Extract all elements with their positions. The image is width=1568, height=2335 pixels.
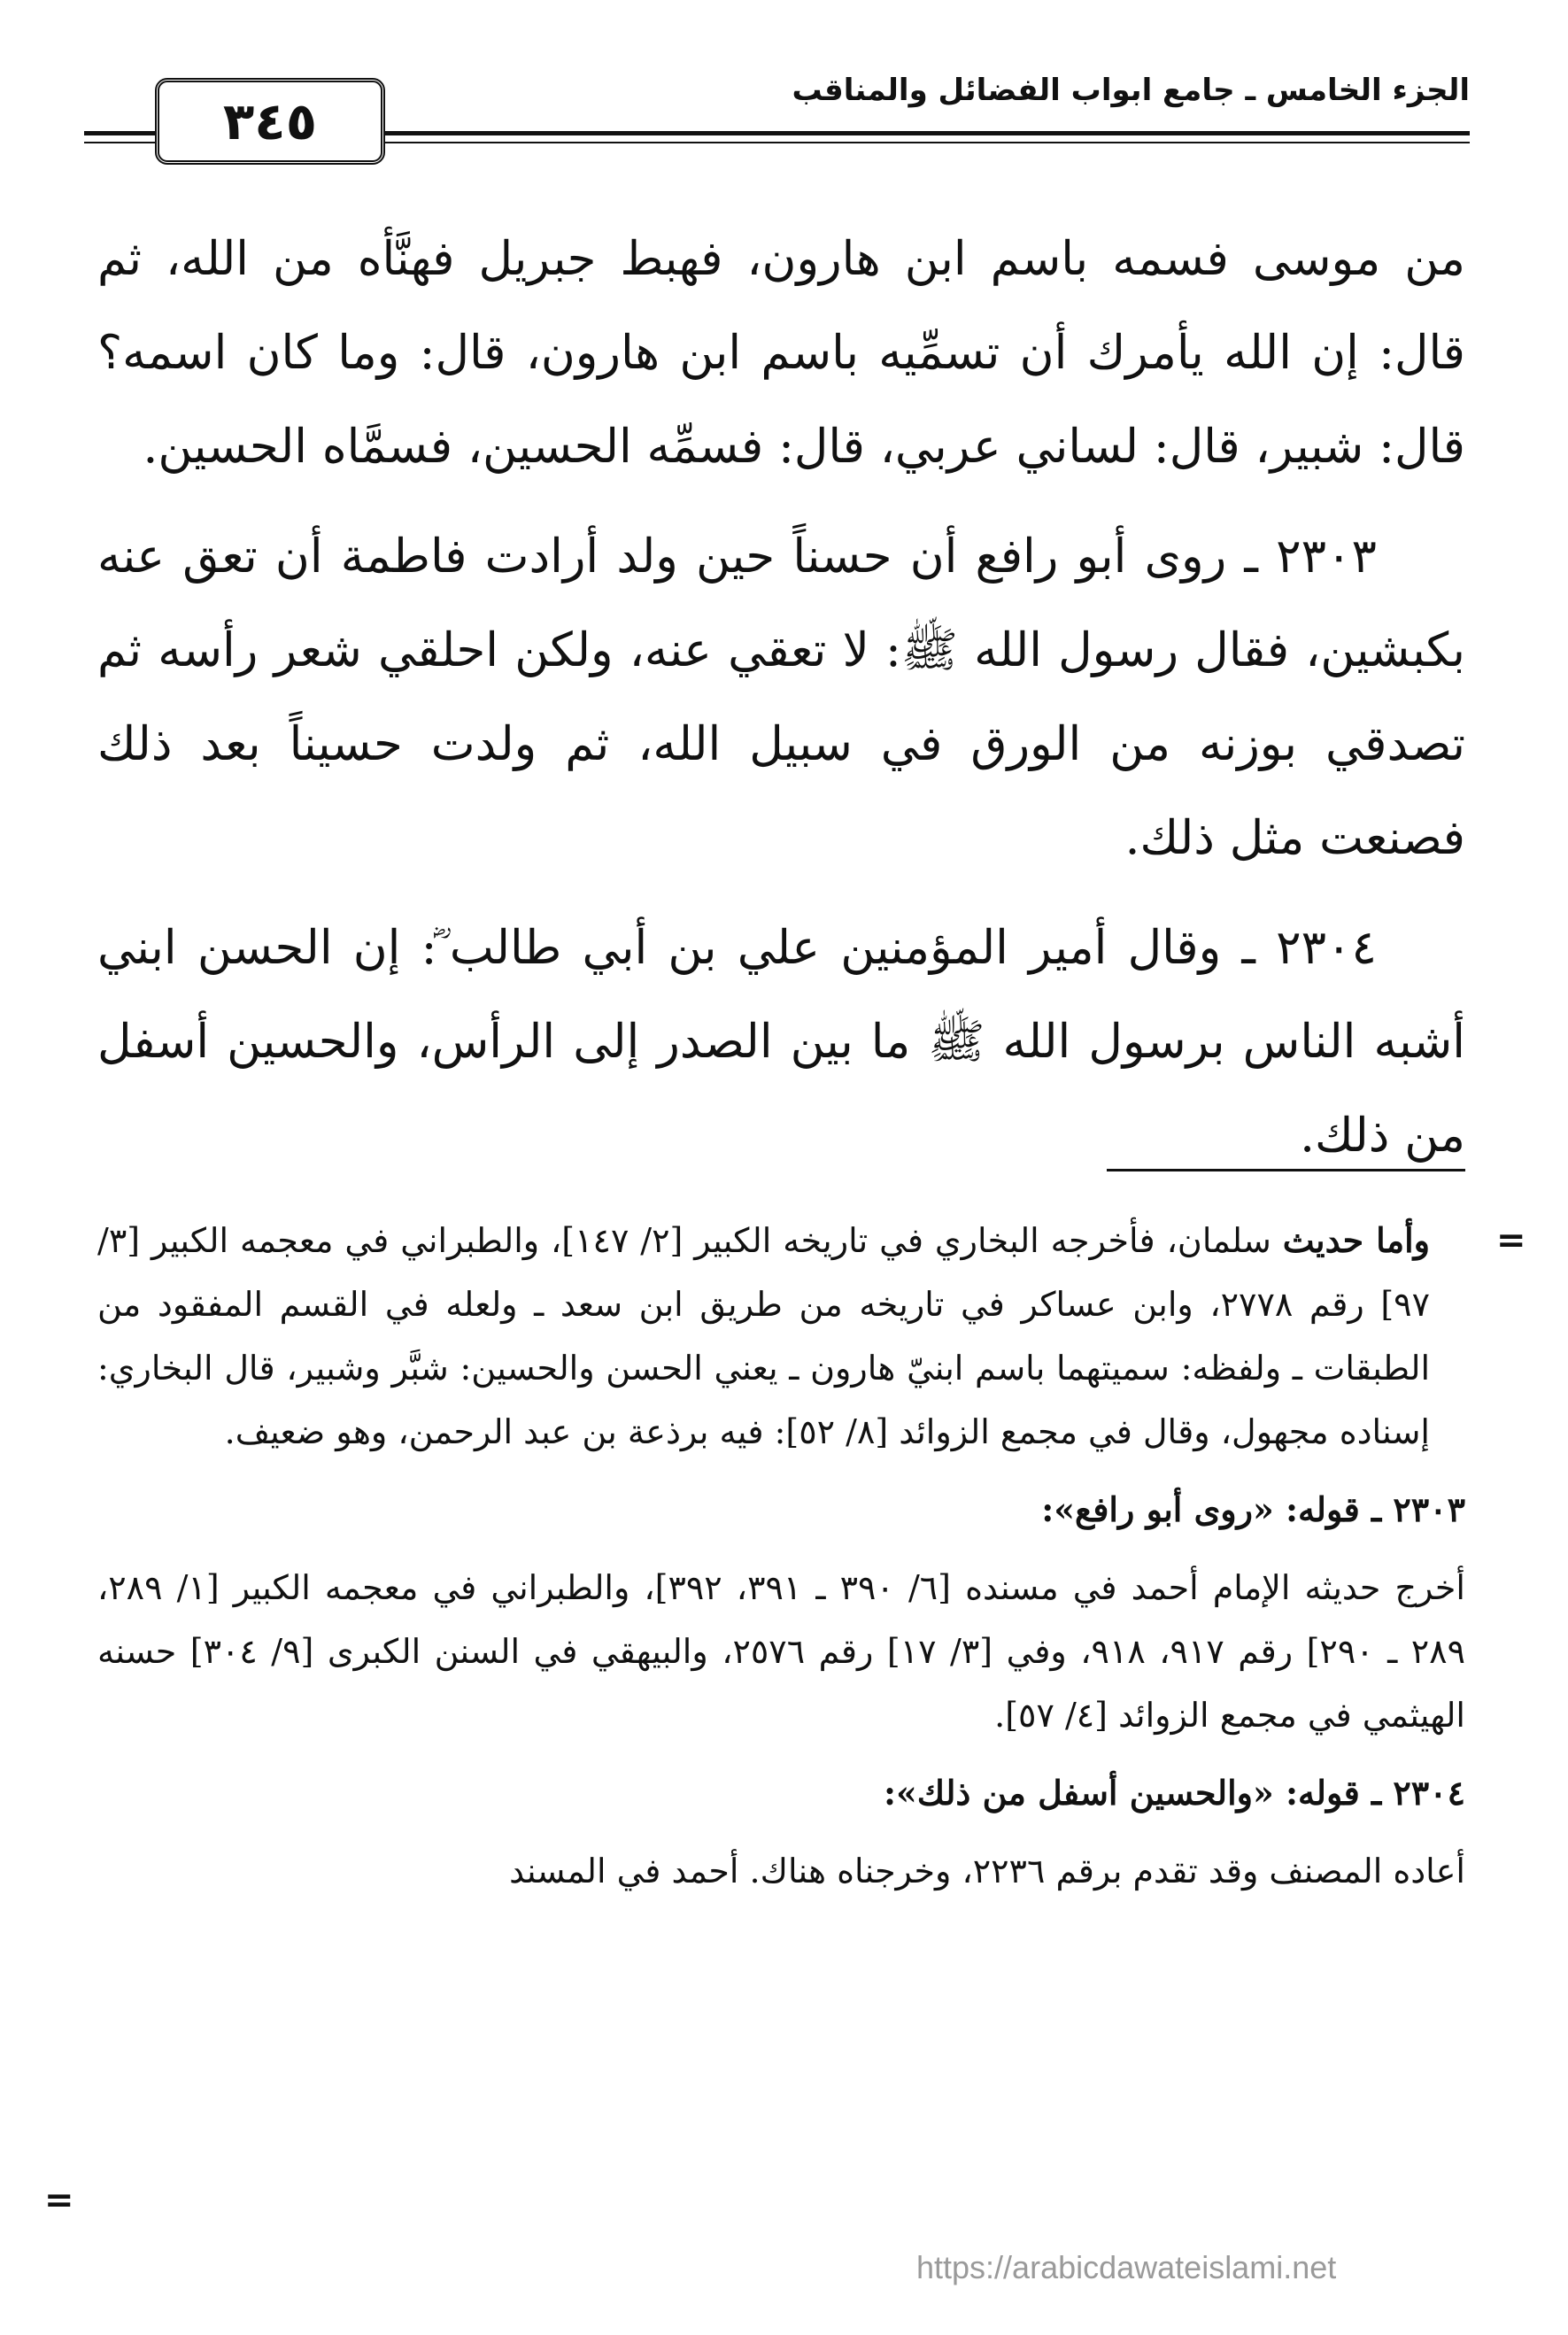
footnote-separator	[1107, 1169, 1465, 1171]
footnote-salman-head: وأما حديث	[1282, 1220, 1430, 1260]
continued-from-mark: =	[1496, 1220, 1526, 1261]
watermark-url: https://arabicdawateislami.net	[916, 2249, 1337, 2285]
hadith-2303: ٢٣٠٣ ـ روى أبو رافع أن حسناً حين ولد أرادت فاطمة أن تعق عنه بكبشين، فقال رسول الله ﷺ: لا تعقي عنه، ولكن احلقي شعر رأسه ثم تصدقي بوزنه من الورق في سبيل الله، ثم ولدت حسيناً بعد ذلك فصنعت مثل ذلك.	[97, 530, 1465, 865]
page-number: ٣٤٥	[155, 78, 385, 165]
footnotes	[97, 1209, 1465, 1917]
footnote-salman	[97, 1209, 1465, 1464]
main-paragraph: من موسى فسمه باسم ابن هارون، فهبط جبريل فهنَّأه من الله، ثم قال: إن الله يأمرك أن تسمِّيه باسم ابن هارون، قال: وما كان اسمه؟ قال: شبير، قال: لساني عربي، قال: فسمِّه الحسين، فسمَّاه الحسين.	[97, 232, 1465, 474]
footnote-2303-heading: ٢٣٠٣ ـ قوله: «روى أبو رافع»:	[1041, 1489, 1465, 1529]
running-title: الجزء الخامس ـ جامع ابواب الفضائل والمناقب	[792, 73, 1470, 108]
footnote-salman-text: سلمان، فأخرجه البخاري في تاريخه الكبير [٢/ ١٤٧]، والطبراني في معجمه الكبير [٣/ ٩٧] رقم ٢٧٧٨، وابن عساكر في تاريخه من طريق ابن سعد ـ ولعله في القسم المفقود من الطبقات ـ ولفظه: سميتهما باسم ابنيّ هارون ـ يعني الحسن والحسين: شبَّر وشبير، قال البخاري: إسناده مجهول، وقال في مجمع الزوائد [٨/ ٥٢]: فيه برذعة بن عبد الرحمن، وهو ضعيف.	[97, 1221, 1430, 1451]
hadith-2304: ٢٣٠٤ ـ وقال أمير المؤمنين علي بن أبي طالب ؓ: إن الحسن ابني أشبه الناس برسول الله ﷺ ما بين الصدر إلى الرأس، والحسين أسفل من ذلك.	[97, 921, 1466, 1163]
footnote-2303-text: أخرج حديثه الإمام أحمد في مسنده [٦/ ٣٩٠ ـ ٣٩١، ٣٩٢]، والطبراني في معجمه الكبير [١/ ٢٨٩، ٢٨٩ ـ ٢٩٠] رقم ٩١٧، ٩١٨، وفي [٣/ ١٧] رقم ٢٥٧٦، والبيهقي في السنن الكبرى [٩/ ٣٠٤] حسنه الهيثمي في مجمع الزوائد [٤/ ٥٧].	[97, 1568, 1465, 1735]
page-header	[84, 62, 1470, 164]
continues-mark: =	[44, 2180, 74, 2221]
footnote-2304-text: أعاده المصنف وقد تقدم برقم ٢٢٣٦، وخرجناه هناك. أحمد في المسند	[509, 1852, 1465, 1890]
main-text	[97, 213, 1465, 1199]
footnote-2304-heading: ٢٣٠٤ ـ قوله: «والحسين أسفل من ذلك»:	[884, 1773, 1465, 1813]
